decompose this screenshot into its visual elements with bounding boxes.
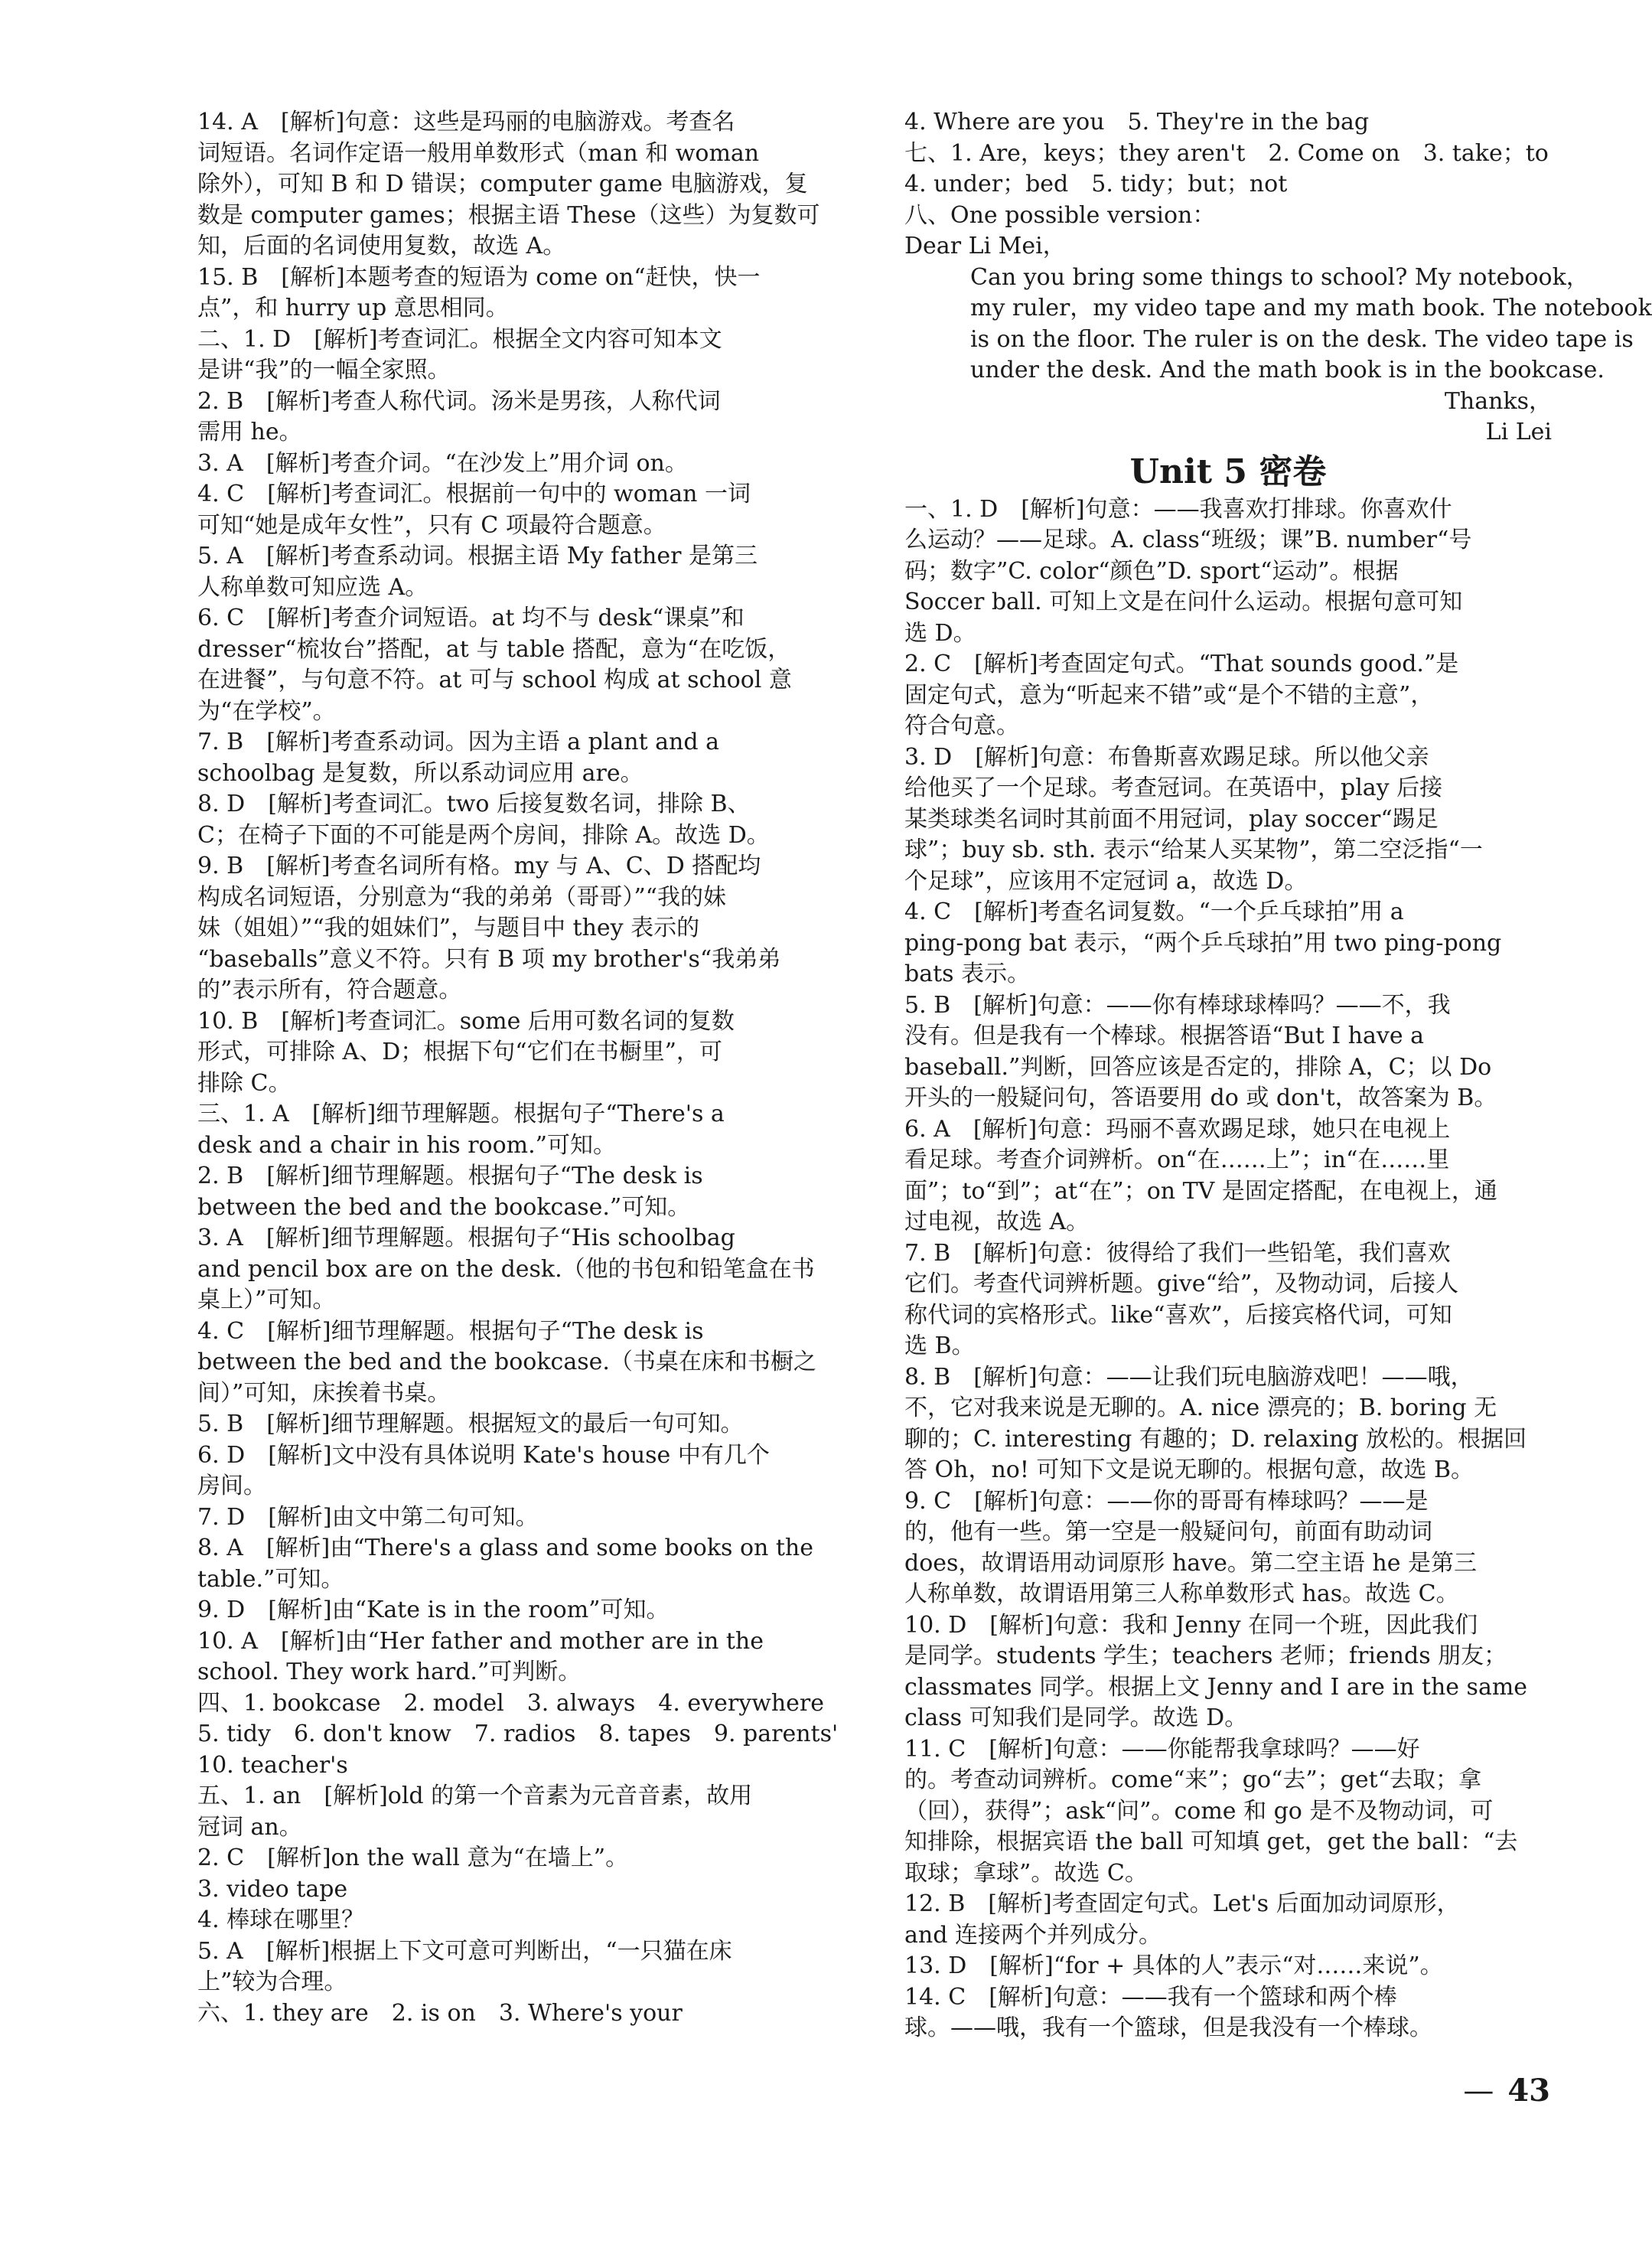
- text-line: 桌上）”可知。: [197, 1287, 336, 1313]
- text-line: 五、1. an [解析]old 的第一个音素为元音音素，故用: [197, 1783, 753, 1809]
- text-line: 人称单数可知应选 A。: [197, 573, 428, 601]
- text-line: 固定句式，意为“听起来不错”或“是个不错的主意”，: [904, 681, 1434, 709]
- text-line: 4. C [解析]考查词汇。根据前一句中的 woman 一词: [197, 481, 751, 507]
- text-line: 点”，和 hurry up 意思相同。: [197, 295, 509, 321]
- sample-letter-body: [904, 263, 1652, 387]
- text-line: 球”；buy sb. sth. 表示“给某人买某物”，第二空泛指“一: [904, 837, 1483, 863]
- text-line: 9. C [解析]句意：——你的哥哥有棒球吗？——是: [904, 1487, 1429, 1515]
- text-line: 三、1. A [解析]细节理解题。根据句子“There's a: [197, 1101, 725, 1127]
- text-line: “baseballs”意义不符。只有 B 项 my brother's“我弟弟: [197, 945, 781, 973]
- text-line: 的”表示所有，符合题意。: [197, 977, 462, 1003]
- text-line: 6. A [解析]句意：玛丽不喜欢踢足球，她只在电视上: [904, 1115, 1451, 1143]
- text-line: 6. D [解析]文中没有具体说明 Kate's house 中有几个: [197, 1441, 770, 1469]
- text-line: 3. D [解析]句意：布鲁斯喜欢踢足球。所以他父亲: [904, 743, 1429, 771]
- text-line: 4. 棒球在哪里？: [197, 1907, 365, 1933]
- text-line: 3. A [解析]细节理解题。根据句子“His schoolbag: [197, 1225, 735, 1251]
- text-line: 2. B [解析]考查人称代词。汤米是男孩，人称代词: [197, 387, 721, 415]
- text-line: 7. B [解析]句意：彼得给了我们一些铅笔，我们喜欢: [904, 1239, 1451, 1267]
- text-line: 某类球类名词时其前面不用冠词，play soccer“踢足: [904, 805, 1439, 833]
- text-line: 8. A [解析]由“There's a glass and some books on the: [197, 1535, 813, 1561]
- text-line: 7. D [解析]由文中第二句可知。: [197, 1503, 539, 1531]
- text-line: 8. B [解析]句意：——让我们玩电脑游戏吧！——哦，: [904, 1363, 1474, 1391]
- text-line: 构成名词短语，分别意为“我的弟弟（哥哥）”“我的妹: [197, 883, 727, 911]
- text-line: desk and a chair in his room.”可知。: [197, 1131, 617, 1159]
- text-line: 符合句意。: [904, 713, 1019, 739]
- text-line: between the bed and the bookcase.”可知。: [197, 1193, 691, 1221]
- text-line: 选 D。: [904, 619, 976, 647]
- text-line: 妹（姐姐）”“我的姐妹们”，与题目中 they 表示的: [197, 915, 700, 941]
- text-line: 是同学。students 学生；teachers 老师；friends 朋友；: [904, 1642, 1507, 1669]
- text-line: 人称单数，故谓语用第三人称单数形式 has。故选 C。: [904, 1580, 1459, 1607]
- text-line: 12. B [解析]考查固定句式。Let's 后面加动词原形，: [904, 1890, 1460, 1917]
- text-line: 取球；拿球”。故选 C。: [904, 1859, 1148, 1887]
- text-line: 6. C [解析]考查介词短语。at 均不与 desk“课桌”和: [197, 605, 745, 631]
- text-line: 5. B [解析]句意：——你有棒球球棒吗？——不，我: [904, 991, 1451, 1019]
- text-line: baseball.”判断，回答应该是否定的，排除 A，C；以 Do: [904, 1053, 1492, 1081]
- text-line: 2. C [解析]考查固定句式。“That sounds good.”是: [904, 651, 1459, 677]
- page-number: — 43: [1463, 2073, 1550, 2109]
- text-line: 房间。: [197, 1473, 266, 1499]
- text-line: 看足球。考查介词辨析。on“在……上”；in“在……里: [904, 1147, 1450, 1173]
- text-line: 四、1. bookcase 2. model 3. always 4. everywhere: [197, 1689, 825, 1717]
- text-line: 的，他有一些。第一空是一般疑问句，前面有助动词: [904, 1518, 1432, 1545]
- text-line: class 可知我们是同学。故选 D。: [904, 1704, 1248, 1731]
- text-line: 8. D [解析]考查词汇。two 后接复数名词，排除 B、: [197, 791, 751, 817]
- text-line: 选 B。: [904, 1332, 975, 1359]
- text-line: and pencil box are on the desk.（他的书包和铅笔盒在书: [197, 1255, 815, 1283]
- text-line: 二、1. D [解析]考查词汇。根据全文内容可知本文: [197, 325, 722, 353]
- text-line: 3. A [解析]考查介词。“在沙发上”用介词 on。: [197, 449, 688, 477]
- text-line: 排除 C。: [197, 1069, 292, 1097]
- left-column: [197, 107, 839, 2029]
- text-line: 形式，可排除 A、D；根据下句“它们在书橱里”，可: [197, 1039, 722, 1065]
- text-line: 词短语。名词作定语一般用单数形式（man 和 woman: [197, 139, 760, 167]
- right-column: [904, 107, 1652, 2044]
- text-line: 5. B [解析]细节理解题。根据短文的最后一句可知。: [197, 1411, 744, 1437]
- text-line: 7. B [解析]考查系动词。因为主语 a plant and a: [197, 729, 720, 755]
- text-line: 码；数字”C. color“颜色”D. sport“运动”。根据: [904, 557, 1399, 585]
- text-line: 聊的；C. interesting 有趣的；D. relaxing 放松的。根据回: [904, 1425, 1527, 1453]
- answer-block-6-8: [904, 107, 1552, 263]
- text-line: 没有。但是我有一个棒球。根据答语“But I have a: [904, 1023, 1425, 1049]
- text-line: 数是 computer games；根据主语 These（这些）为复数可: [197, 201, 820, 229]
- text-line: dresser“梳妆台”搭配，at 与 table 搭配，意为“在吃饭，: [197, 635, 791, 663]
- text-line: 4. Where are you 5. They're in the bag: [904, 109, 1370, 135]
- closing-line: Li Lei: [1485, 419, 1552, 445]
- unit-title: Unit 5 密卷: [1129, 452, 1327, 491]
- text-line: 过电视，故选 A。: [904, 1209, 1090, 1235]
- unit5-answers: [904, 494, 1552, 2044]
- text-line: 知，后面的名词使用复数，故选 A。: [197, 233, 566, 259]
- text-line: 10. A [解析]由“Her father and mother are in the: [197, 1627, 764, 1655]
- text-line: 需用 he。: [197, 419, 302, 445]
- text-line: 4. C [解析]细节理解题。根据句子“The desk is: [197, 1317, 704, 1345]
- text-line: 14. A [解析]句意：这些是玛丽的电脑游戏。考查名: [197, 109, 735, 135]
- text-line: 答 Oh，no! 可知下文是说无聊的。根据句意，故选 B。: [904, 1456, 1474, 1483]
- text-line: 称代词的宾格形式。like“喜欢”，后接宾格代词，可知: [904, 1301, 1452, 1329]
- closing-line: Thanks，: [1444, 387, 1552, 415]
- text-line: 10. teacher's: [197, 1751, 348, 1779]
- text-line: 八、One possible version：: [904, 201, 1216, 229]
- text-line: schoolbag 是复数，所以系动词应用 are。: [197, 759, 644, 787]
- text-line: 么运动？——足球。A. class“班级；课”B. number“号: [904, 527, 1472, 553]
- text-line: 5. tidy 6. don't know 7. radios 8. tapes 9. parents': [197, 1721, 839, 1747]
- text-line: and 连接两个并列成分。: [904, 1921, 1162, 1949]
- text-line: classmates 同学。根据上文 Jenny and I are in the same: [904, 1673, 1528, 1701]
- letter-closing: [904, 387, 1552, 449]
- text-line: 5. A [解析]根据上下文可意可判断出，“一只猫在床: [197, 1937, 732, 1965]
- text-line: 面”；to“到”；at“在”；on TV 是固定搭配，在电视上，通: [904, 1177, 1497, 1205]
- text-line: 六、1. they are 2. is on 3. Where's your: [197, 1999, 683, 2027]
- text-line: does，故谓语用动词原形 have。第二空主语 he 是第三: [904, 1549, 1478, 1577]
- text-line: 13. D [解析]“for + 具体的人”表示“对……来说”。: [904, 1952, 1443, 1979]
- text-line: school. They work hard.”可判断。: [197, 1659, 582, 1685]
- text-line: 3. video tape: [197, 1875, 348, 1903]
- letter-line: is on the floor. The ruler is on the desk. The video tape is: [970, 325, 1634, 353]
- letter-line: my ruler，my video tape and my math book. The notebook: [970, 295, 1652, 321]
- text-line: 11. C [解析]句意：——你能帮我拿球吗？——好: [904, 1735, 1420, 1763]
- text-line: 知排除，根据宾语 the ball 可知填 get，get the ball：“去: [904, 1828, 1518, 1855]
- text-line: （回），获得”；ask“问”。come 和 go 是不及物动词，可: [904, 1797, 1494, 1825]
- text-line: C；在椅子下面的不可能是两个房间，排除 A。故选 D。: [197, 821, 770, 849]
- text-line: 除外），可知 B 和 D 错误；computer game 电脑游戏，复: [197, 171, 808, 197]
- text-line: 5. A [解析]考查系动词。根据主语 My father 是第三: [197, 543, 758, 569]
- text-line: 9. D [解析]由“Kate is in the room”可知。: [197, 1597, 670, 1623]
- text-line: 给他买了一个足球。考查冠词。在英语中，play 后接: [904, 775, 1443, 801]
- text-line: 冠词 an。: [197, 1813, 302, 1841]
- text-line: 14. C [解析]句意：——我有一个篮球和两个棒: [904, 1983, 1397, 2011]
- text-line: 2. B [解析]细节理解题。根据句子“The desk is: [197, 1163, 703, 1189]
- text-line: 上”较为合理。: [197, 1969, 347, 1995]
- text-line: 4. C [解析]考查名词复数。“一个乒乓球拍”用 a: [904, 899, 1404, 925]
- text-line: 的。考查动词辨析。come“来”；go“去”；get“去取；拿: [904, 1766, 1482, 1793]
- text-line: 一、1. D [解析]句意：——我喜欢打排球。你喜欢什: [904, 495, 1452, 523]
- text-line: 间）”可知，床挨着书桌。: [197, 1379, 451, 1407]
- text-line: between the bed and the bookcase.（书桌在床和书橱之: [197, 1349, 816, 1375]
- text-line: 可知“她是成年女性”，只有 C 项最符合题意。: [197, 511, 666, 539]
- text-line: 七、1. Are，keys；they aren't 2. Come on 3. take；to: [904, 139, 1549, 167]
- text-line: Dear Li Mei，: [904, 233, 1066, 259]
- letter-line: under the desk. And the math book is in the bookcase.: [970, 357, 1605, 383]
- text-line: 为“在学校”。: [197, 697, 336, 725]
- text-line: bats 表示。: [904, 961, 1031, 987]
- text-line: 10. D [解析]句意：我和 Jenny 在同一个班，因此我们: [904, 1611, 1478, 1639]
- text-line: ping-pong bat 表示，“两个乒乓球拍”用 two ping-pong: [904, 929, 1502, 957]
- page-number-value: 43: [1507, 2073, 1550, 2109]
- text-line: 球。——哦，我有一个篮球，但是我没有一个棒球。: [904, 2014, 1432, 2041]
- text-line: 在进餐”，与句意不符。at 可与 school 构成 at school 意: [197, 667, 792, 693]
- text-line: 9. B [解析]考查名词所有格。my 与 A、C、D 搭配均: [197, 853, 761, 879]
- text-line: 开头的一般疑问句，答语要用 do 或 don't，故答案为 B。: [904, 1085, 1497, 1111]
- text-line: 它们。考查代词辨析题。give“给”，及物动词，后接人: [904, 1270, 1459, 1297]
- text-line: 2. C [解析]on the wall 意为“在墙上”。: [197, 1845, 629, 1871]
- text-line: 15. B [解析]本题考查的短语为 come on“赶快，快一: [197, 263, 761, 291]
- text-line: 不，它对我来说是无聊的。A. nice 漂亮的；B. boring 无: [904, 1394, 1497, 1421]
- text-line: table.”可知。: [197, 1565, 344, 1593]
- text-line: Soccer ball. 可知上文是在问什么运动。根据句意可知: [904, 589, 1463, 615]
- text-line: 个足球”，应该用不定冠词 a，故选 D。: [904, 867, 1308, 895]
- text-line: 是讲“我”的一幅全家照。: [197, 357, 451, 383]
- letter-line: Can you bring some things to school? My notebook，: [970, 263, 1589, 291]
- text-line: 10. B [解析]考查词汇。some 后用可数名词的复数: [197, 1007, 735, 1035]
- text-line: 4. under；bed 5. tidy；but；not: [904, 171, 1288, 197]
